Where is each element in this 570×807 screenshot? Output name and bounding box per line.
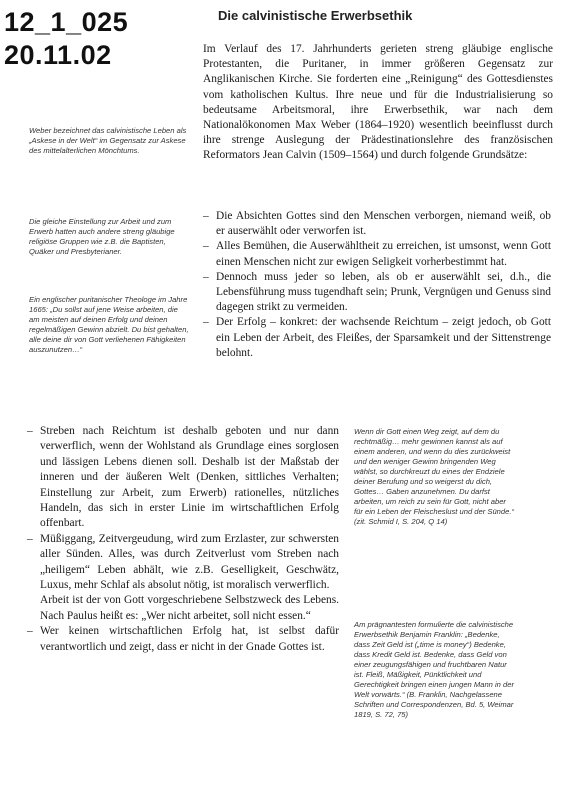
list-item: – Dennoch muss jeder so leben, als ob er auserwählt sei, d.h., die Lebensführung muss tugendhaft sein; Prunk, Vergnügen und Genuss sind dagegen strikt zu vermeiden.	[203, 270, 551, 316]
side-note-weber: Weber bezeichnet das calvinistische Leben als „Askese in der Welt“ im Gegensatz zur Askese des mittelalterlichen Mönchtums.	[29, 126, 187, 155]
page-title: Die calvinistische Erwerbsethik	[218, 8, 413, 23]
list-item: Arbeit ist der von Gott vorgeschriebene Selbstzweck des Lebens. Nach Paulus heißt es: „Wer nicht arbeitet, soll nicht essen.“	[40, 594, 339, 622]
side-note-groups: Die gleiche Einstellung zur Arbeit und zum Erwerb hatten auch andere streng gläubige religiöse Gruppen wie z.B. die Baptisten, Quäker und Presbyterianer.	[29, 217, 175, 256]
list-item: – Streben nach Reichtum ist deshalb geboten und nur dann verwerflich, wenn der Wohlstand als Grundlage eines sorglosen und lässigen Lebens dienen soll. Deshalb ist der Maßstab der inneren und der äußeren Welt (Denken, sittliches Verhalten; Einstellung zur Arbeit, zum Erwerb) rationelles, nützliches Handeln, das sich in erster Linie im wirtschaftlichen Erfolg offenbart.	[27, 424, 339, 532]
side-note-quote-god: Wenn dir Gott einen Weg zeigt, auf dem du rechtmäßig… mehr gewinnen kannst als auf einem anderen, und wenn du dies zurückweist und den weniger Gewinn bringenden Weg wählst, so durchkreuzt du eines der Endziele deiner Berufung und so weigerst du dich, Gottes… Gaben anzunehmen. Du darfst arbeiten, um reich zu sein für Gott, nicht aber für ein Leben der Fleischeslust und der Sünde.“ (zit. Schmid I, S. 204, Q 14)	[354, 427, 514, 526]
intro-paragraph: Im Verlauf des 17. Jahrhunderts gerieten streng gläubige englische Protestanten, die Puritaner, in immer größeren Gegensatz zur Anglikanischen Kirche. Sie forderten eine „Reinigung“ des Gottesdienstes vom katholischen Kultus. Ihre neue und für die Industrialisierung so bedeutsame Arbeitsmoral, ihre Erwerbsethik, war nach dem Nationalökonomen Max Weber (1864–1920) wesentlich beeinflusst durch ihre strenge Auslegung der Prädestinationslehre des französischen Reformators Jean Calvin (1509–1564) und durch folgende Grundsätze:	[203, 43, 553, 162]
list-item: – Müßiggang, Zeitvergeudung, wird zum Erzlaster, zur schwersten aller Sünden. Alles, was durch Zeitverlust vom Streben nach „heiligem“ Leben abhält, wie z.B. Geselligkeit, Geschwätz, Luxus, mehr Schlaf als absolut nötig, ist moralisch verwerflich.	[27, 532, 339, 594]
principles-list-top	[203, 209, 551, 361]
list-item: – Wer keinen wirtschaftlichen Erfolg hat, ist selbst dafür verantwortlich und zeigt, dass er nicht in der Gnade Gottes ist.	[27, 624, 339, 655]
principles-list-bottom	[27, 424, 339, 655]
side-note-franklin: Am prägnantesten formulierte die calvinistische Erwerbsethik Benjamin Franklin: „Bedenke, dass Zeit Geld ist („time is money“) Bedenke, dass Kredit Geld ist. Bedenke, dass Geld von einer zeugungsfähigen und fruchtbaren Natur ist. Fleiß, Mäßigkeit, Pünktlichkeit und Gerechtigkeit bringen einen jungen Mann in der Welt vorwärts.“ (B. Franklin, Nachgelassene Schriften und Correspondenzen, Bd. 5, Weimar 1819, S. 72, 75)	[354, 620, 514, 719]
document-id-stamp	[4, 6, 128, 72]
document-code: 12_1_025	[4, 7, 129, 37]
side-note-theologian: Ein englischer puritanischer Theologe im Jahre 1665: „Du sollst auf jene Weise arbeiten, die am meisten auf deinen Erfolg und deinen regelmäßigen Gewinn abzielt. Du bist gehalten, alle deine dir von Gott verliehenen Fähigkeiten auszunutzen…“	[29, 295, 189, 354]
list-item: – Der Erfolg – konkret: der wachsende Reichtum – zeigt jedoch, ob Gott ein Leben der Arbeit, des Fleißes, der Sparsamkeit und der Sittenstrenge belohnt.	[203, 315, 551, 361]
document-date: 20.11.02	[4, 40, 112, 70]
list-item: – Alles Bemühen, die Auserwähltheit zu erreichen, ist umsonst, wenn Gott einen Menschen nicht zur ewigen Seligkeit vorherbestimmt hat.	[203, 239, 551, 269]
list-item: – Die Absichten Gottes sind den Menschen verborgen, niemand weiß, ob er auserwählt oder verworfen ist.	[203, 209, 551, 239]
